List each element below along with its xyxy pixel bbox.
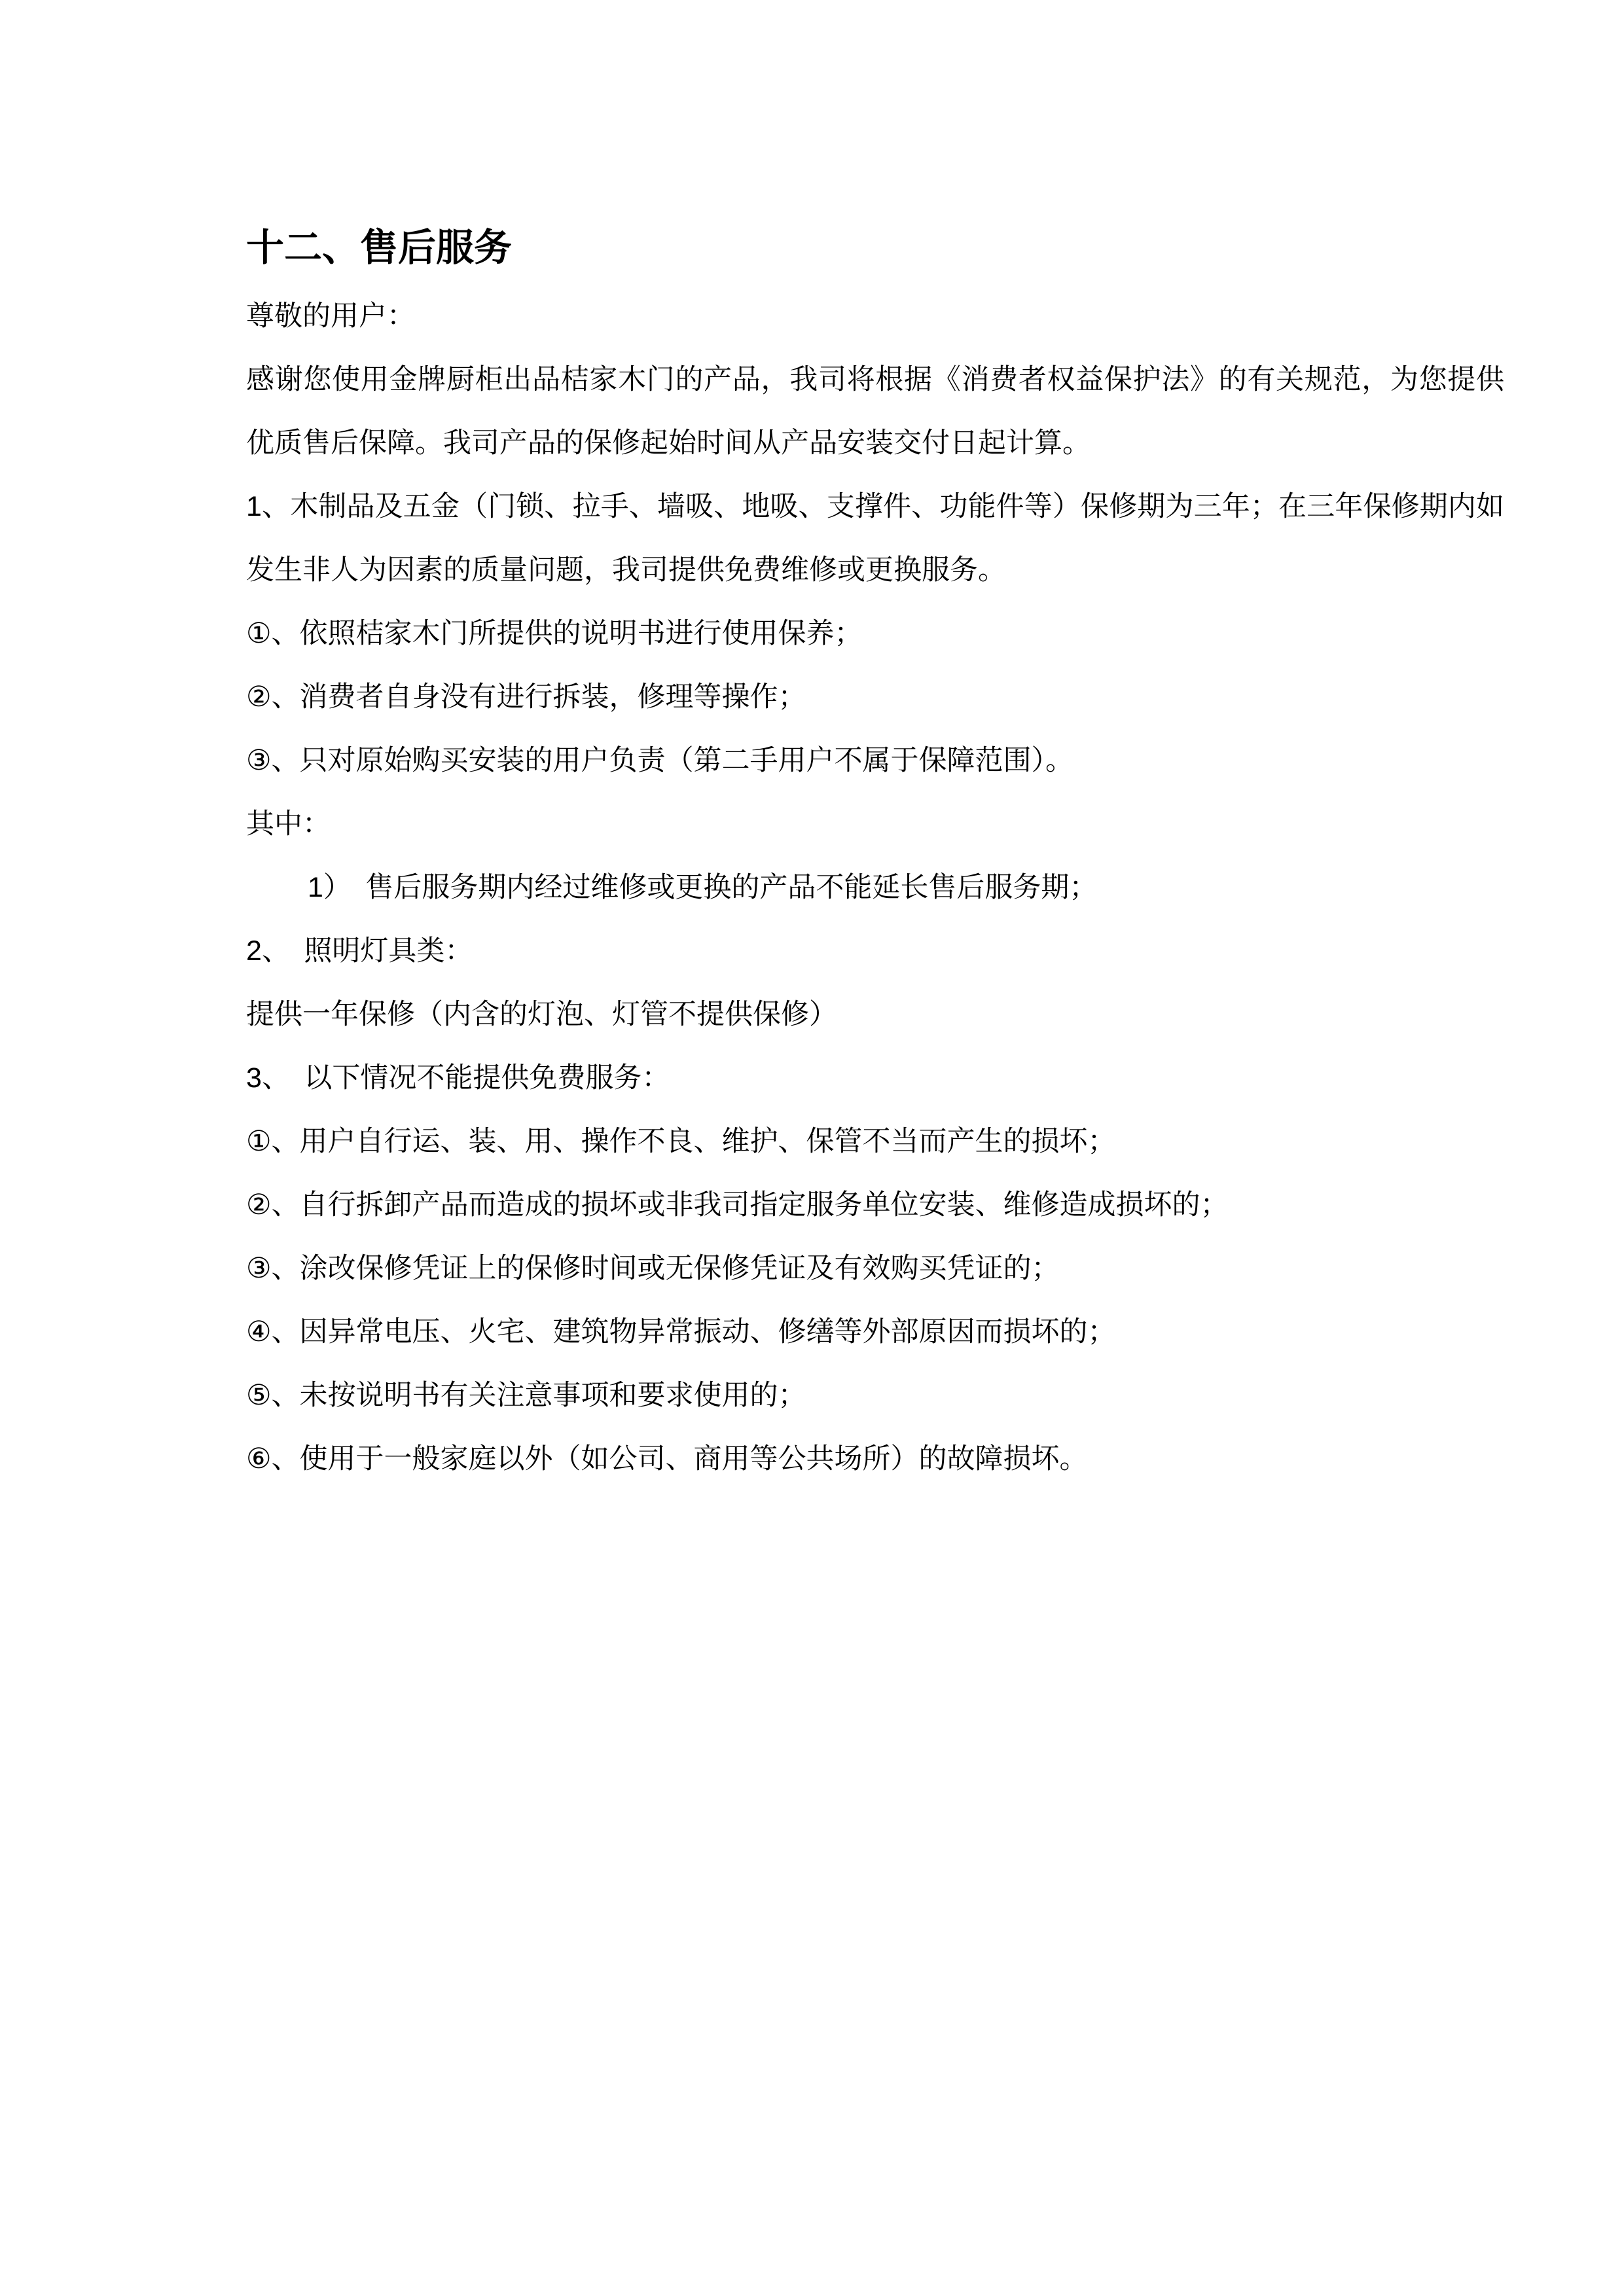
intro-paragraph: 感谢您使用金牌厨柜出品桔家木门的产品，我司将根据《消费者权益保护法》的有关规范，为您提供优质售后保障。我司产品的保修起始时间从产品安装交付日起计算。 (246, 364, 1504, 459)
exclusion-2: ②、自行拆卸产品而造成的损坏或非我司指定服务单位安装、维修造成损坏的； (246, 1189, 1229, 1221)
care-condition-3: ③、只对原始购买安装的用户负责（第二手用户不属于保障范围）。 (246, 745, 1074, 776)
document-title: 十二、售后服务 (246, 226, 513, 269)
document-content (246, 225, 1504, 1491)
exclusion-1: ①、用户自行运、装、用、操作不良、维护、保管不当而产生的损坏； (246, 1126, 1116, 1157)
exclusion-6: ⑥、使用于一般家庭以外（如公司、商用等公共场所）的故障损坏。 (246, 1443, 1088, 1475)
care-condition-2: ②、消费者自身没有进行拆装，修理等操作； (246, 681, 806, 713)
salutation: 尊敬的用户： (246, 300, 415, 332)
exclusions-heading: 3、 以下情况不能提供免费服务： (246, 1062, 670, 1094)
care-condition-1: ①、依照桔家木门所提供的说明书进行使用保养； (246, 618, 863, 649)
exclusion-4: ④、因异常电压、火宅、建筑物异常振动、修缮等外部原因而损坏的； (246, 1316, 1116, 1348)
note-heading: 其中： (246, 808, 331, 840)
note-item-1: 1） 售后服务期内经过维修或更换的产品不能延长售后服务期； (308, 872, 1098, 903)
lighting-heading: 2、 照明灯具类： (246, 935, 473, 967)
lighting-warranty: 提供一年保修（内含的灯泡、灯管不提供保修） (246, 999, 837, 1030)
exclusion-5: ⑤、未按说明书有关注意事项和要求使用的； (246, 1380, 806, 1411)
warranty-scope-item: 1、木制品及五金（门锁、拉手、墙吸、地吸、支撑件、功能件等）保修期为三年；在三年保修期内如发生非人为因素的质量问题，我司提供免费维修或更换服务。 (246, 491, 1504, 586)
exclusion-3: ③、涂改保修凭证上的保修时间或无保修凭证及有效购买凭证的； (246, 1253, 1060, 1284)
